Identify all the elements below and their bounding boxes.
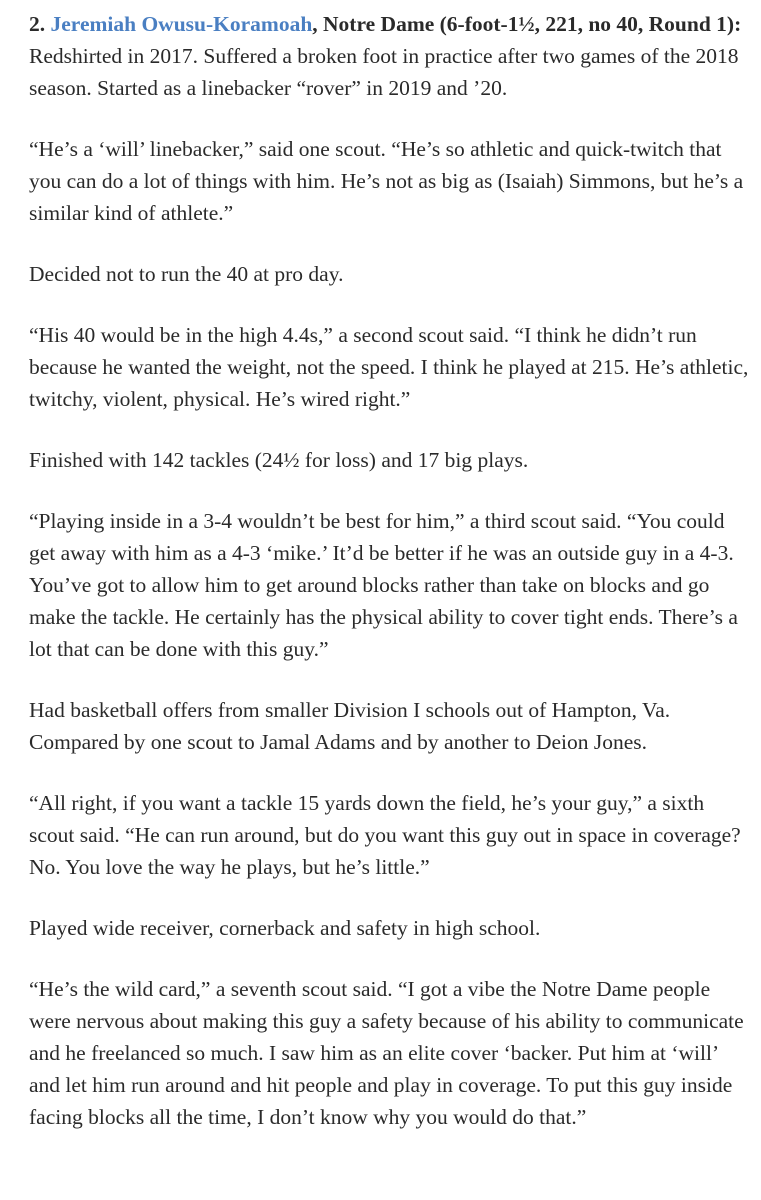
player-name-link[interactable]: Jeremiah Owusu-Koramoah	[50, 12, 313, 36]
article-paragraph-stats: Finished with 142 tackles (24½ for loss) and 17 big plays.	[29, 448, 529, 472]
article-paragraph-high-school: Played wide receiver, cornerback and safety in high school.	[29, 916, 541, 940]
player-details: , Notre Dame (6-foot-1½, 221, no 40, Round 1):	[312, 12, 742, 36]
article-paragraph-scout-six-quote: “All right, if you want a tackle 15 yards down the field, he’s your guy,” a sixth scout said. “He can run around, but do you want this guy out in space in coverage? No. You love the way he plays, but he’s little.”	[29, 791, 741, 879]
article-paragraph-pro-day: Decided not to run the 40 at pro day.	[29, 262, 344, 286]
article-paragraph-basketball: Had basketball offers from smaller Division I schools out of Hampton, Va. Compared by one scout to Jamal Adams and by another to Deion Jones.	[29, 698, 671, 754]
article-paragraph-scout-one-quote: “He’s a ‘will’ linebacker,” said one scout. “He’s so athletic and quick-twitch that you can do a lot of things with him. He’s not as big as (Isaiah) Simmons, but he’s a similar kind of athlete.”	[29, 137, 744, 225]
player-intro-paragraph	[29, 8, 749, 104]
player-rank: 2.	[29, 12, 46, 36]
article-paragraph-scout-seven-quote: “He’s the wild card,” a seventh scout said. “I got a vibe the Notre Dame people were nervous about making this guy a safety because of his ability to communicate and he freelanced so much. I saw him as an elite cover ‘backer. Put him at ‘will’ and let him run around and hit people and play in coverage. To put this guy inside facing blocks all the time, I don’t know why you would do that.”	[29, 977, 744, 1129]
article-paragraph-scout-three-quote: “Playing inside in a 3-4 wouldn’t be best for him,” a third scout said. “You could get away with him as a 4-3 ‘mike.’ It’d be better if he was an outside guy in a 4-3. You’ve got to allow him to get around blocks rather than take on blocks and go make the tackle. He certainly has the physical ability to cover tight ends. There’s a lot that can be done with this guy.”	[29, 509, 738, 661]
player-bio: Redshirted in 2017. Suffered a broken foot in practice after two games of the 2018 season. Started as a linebacker “rover” in 2019 and ’20.	[29, 44, 739, 100]
article-paragraph-scout-two-quote: “His 40 would be in the high 4.4s,” a second scout said. “I think he didn’t run because he wanted the weight, not the speed. I think he played at 215. He’s athletic, twitchy, violent, physical. He’s wired right.”	[29, 323, 749, 411]
